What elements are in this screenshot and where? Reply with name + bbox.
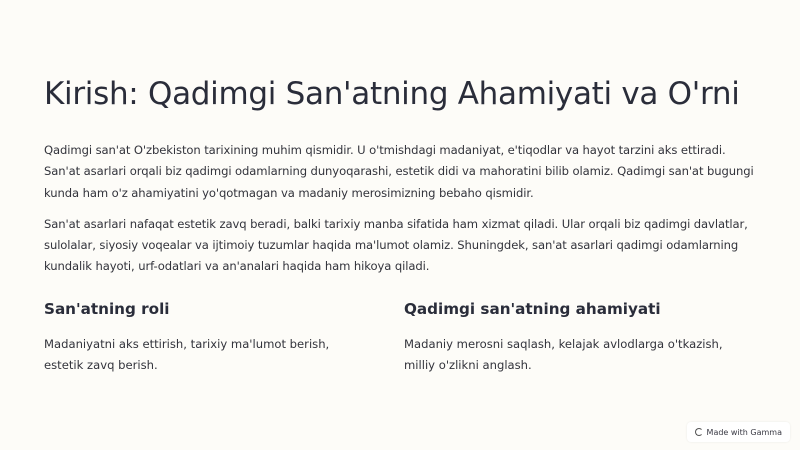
column-importance-text: Madaniy merosni saqlash, kelajak avlodlarga o'tkazish, milliy o'zlikni anglash. bbox=[404, 336, 723, 373]
intro-paragraph-1: Qadimgi san'at O'zbekiston tarixining muhim qismidir. U o'tmishdagi madaniyat, e'tiqodlar va hayot tarzini aks ettiradi. San'at asarlari orqali biz qadimgi odamlarning dunyoqarashi, estetik didi va mahoratini bilib olamiz. Qadimgi san'at bugungi kunda ham o'z ahamiyatini yo'qotmagan va madaniy merosimizning bebaho qismidir. bbox=[44, 143, 754, 200]
made-with-gamma-badge[interactable] bbox=[687, 422, 790, 442]
gamma-logo-icon bbox=[695, 428, 703, 436]
column-role bbox=[44, 298, 404, 377]
column-role-title: San'atning roli bbox=[44, 299, 170, 318]
slide-content bbox=[44, 74, 764, 376]
badge-label: Made with Gamma bbox=[706, 427, 782, 437]
column-importance-title: Qadimgi san'atning ahamiyati bbox=[404, 299, 661, 318]
info-columns bbox=[44, 298, 764, 377]
page-title: Kirish: Qadimgi San'atning Ahamiyati va O'rni bbox=[44, 76, 740, 112]
intro-paragraph-2: San'at asarlari nafaqat estetik zavq beradi, balki tarixiy manba sifatida ham xizmat qiladi. Ular orqali biz qadimgi davlatlar, sulolalar, siyosiy voqealar va ijtimoiy tuzumlar haqida ma'lumot olamiz. Shuningdek, san'at asarlari qadimgi odamlarning kundalik hayoti, urf-odatlari va an'analari haqida ham hikoya qiladi. bbox=[44, 216, 748, 274]
column-role-text: Madaniyatni aks ettirish, tarixiy ma'lumot berish, estetik zavq berish. bbox=[44, 336, 330, 373]
column-importance bbox=[404, 298, 764, 377]
